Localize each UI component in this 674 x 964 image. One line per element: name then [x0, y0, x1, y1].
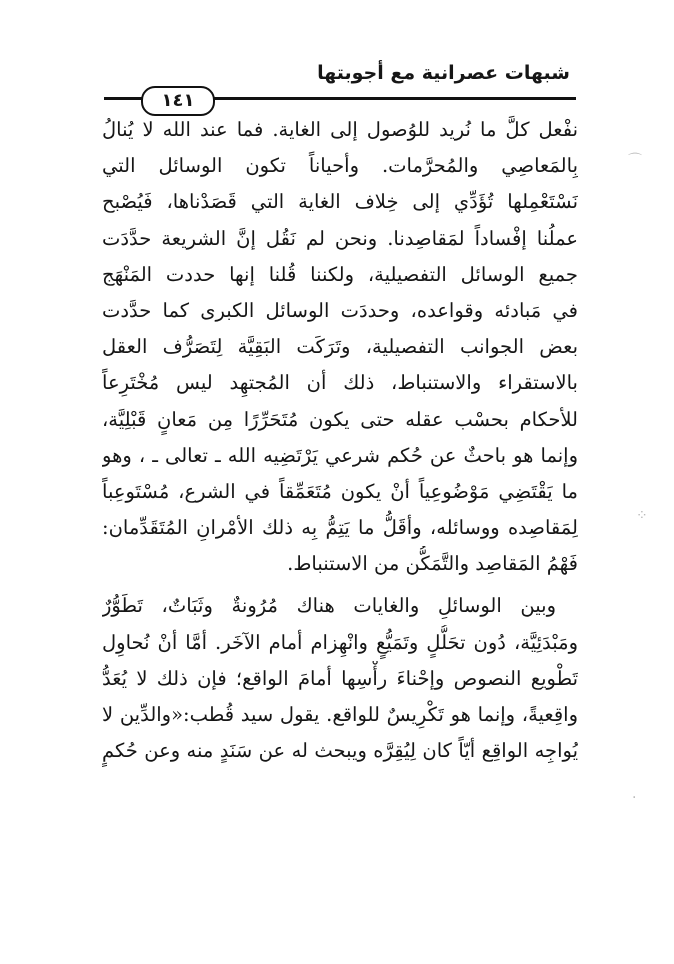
text-line: فَهْمُ المَقاصِد والتَّمَكُّن من الاستنباط.: [287, 552, 578, 576]
text-line: لِمَقاصِده ووسائله، وأقَلُّ ما يَتِمُّ بِه ذلك الأمْرانِ المُتَقَدِّمان:: [102, 516, 578, 540]
margin-mark: ·: [632, 790, 637, 806]
text-line: بِالمَعاصِي والمُحرَّمات. وأحياناً تكون الوسائل التي: [102, 154, 578, 178]
text-line: يُواجِه الواقِع أيّاً كان لِيُقِرَّه ويبحث له عن سَنَدٍ منه وعن حُكمٍ: [102, 739, 578, 763]
text-line: تَطْويع النصوص وإحْناءَ رأْسِها أمامَ الواقع؛ فإن ذلك لا يُعَدُّ: [102, 666, 578, 690]
body-text: [102, 112, 578, 769]
paragraph-2: [102, 588, 578, 769]
text-line: وبين الوسائلِ والغايات هناك مُرُونةٌ وثَبَاتٌ، تَطَوُّرٌ: [102, 594, 556, 618]
margin-mark: ⌒: [628, 153, 642, 169]
text-line: ما يَقْتَضِي مَوْضُوعِياً أنْ يكون مُتَعَمِّقاً في الشرع، مُسْتَوعِباً: [102, 479, 578, 503]
paragraph-1: [102, 112, 578, 582]
margin-mark: ⁘: [636, 508, 648, 524]
text-line: في مَبادئه وقواعده، وحددَت الوسائل الكبرى كما حدَّدت: [102, 298, 578, 322]
text-line: وإنما هو باحثٌ عن حُكم شرعي يَرْتَضِيه الله ـ تعالى ـ ، وهو: [102, 443, 578, 467]
running-header-title: شبهات عصرانية مع أجوبتها: [317, 62, 570, 84]
text-line: للأحكام بحسْب عقله حتى يكون مُتَحَرِّرًا مِن مَعانٍ قَبْلِيَّة،: [102, 407, 578, 431]
page-number-badge: ١٤١: [141, 86, 215, 116]
text-line: بعض الجوانب التفصيلية، وتَرَكَت البَقِيَّة لِتَصَرُّف العقل: [102, 335, 578, 359]
text-line: نَسْتَعْمِلها تُؤَدِّي إلى خِلاف الغاية التي قَصَدْناها، فَيُصْبح: [102, 190, 578, 214]
text-line: ومَبْدَئِيَّة، دُون تحَلُّلٍ وتَمَيُّعٍ وانْهِزام أمام الآخَر. أمَّا أنْ نُحاوِل: [102, 630, 578, 654]
text-line: نفْعل كلَّ ما نُريد للوُصول إلى الغاية. فما عند الله لا يُنالُ: [102, 118, 578, 141]
text-line: بالاستقراء والاستنباط، ذلك أن المُجتهِد ليس مُخْتَرِعاً: [102, 371, 578, 395]
text-line: واقِعيةً، وإنما هو تَكْرِيسٌ للواقع. يقول سيد قُطب:«والدِّين لا: [102, 703, 578, 726]
text-line: جميع الوسائل التفصيلية، ولكننا قُلنا إنها حددت المَنْهَج: [102, 262, 578, 286]
text-line: عملُنا إفْساداً لمَقاصِدنا. ونحن لم نَقُل إنَّ الشريعة حدَّدَت: [102, 226, 578, 250]
